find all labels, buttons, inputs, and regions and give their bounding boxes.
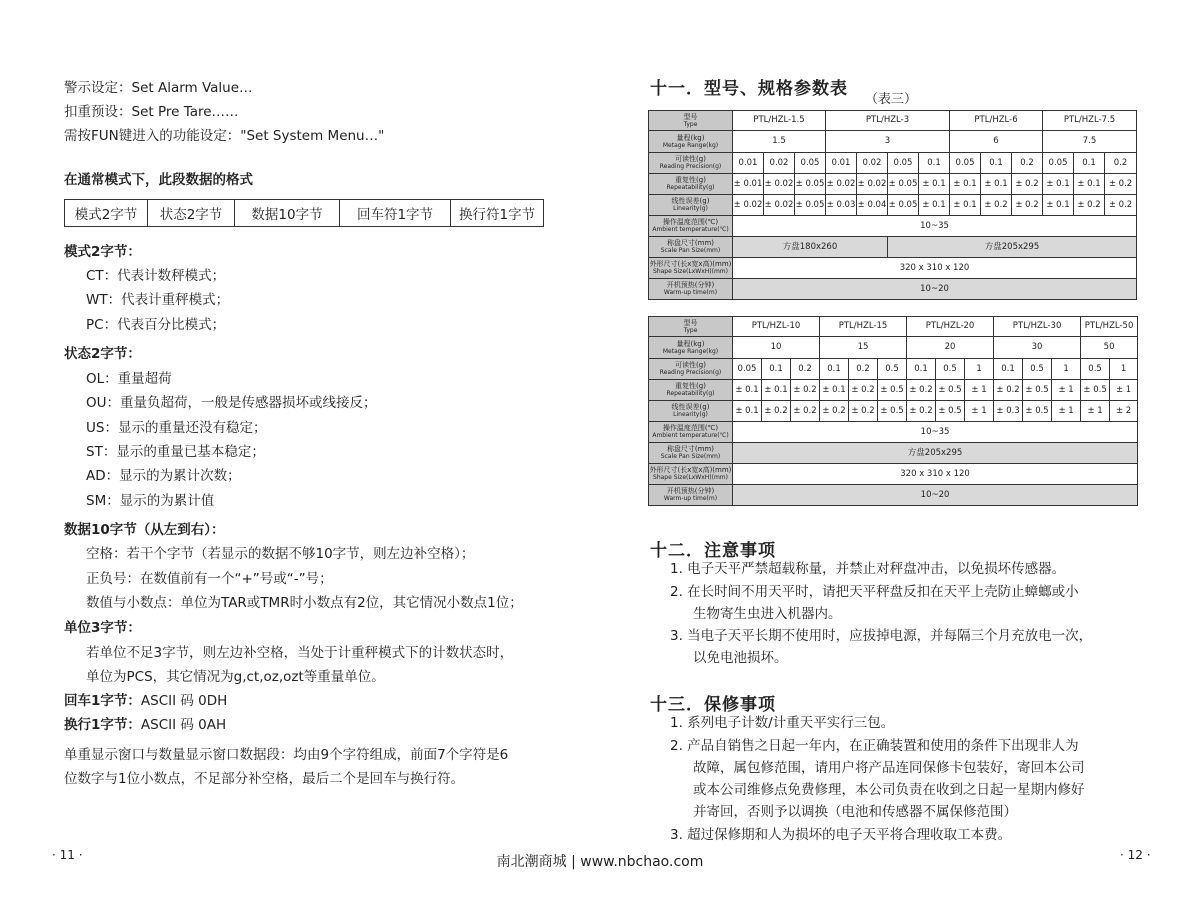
temp-cell: 10~35 [733, 422, 1138, 443]
temp-cell: 10~35 [733, 216, 1137, 237]
repeat-cell: ± 0.5 [1081, 380, 1110, 401]
precision-cell: 0.5 [1081, 359, 1110, 380]
repeat-cell: ± 0.02 [826, 174, 857, 195]
linearity-cell: ± 0.2 [1074, 195, 1105, 216]
linearity-cell: ± 0.2 [981, 195, 1012, 216]
range-cell: 50 [1081, 337, 1138, 359]
status-item: AD：显示的为累计次数； [86, 468, 241, 484]
repeat-cell: ± 0.1 [919, 174, 950, 195]
linearity-cell: ± 0.5 [936, 401, 965, 422]
row-header-temp: 操作温度范围(℃) Ambient temperature(℃) [649, 216, 733, 237]
cr-line [64, 689, 227, 713]
linearity-cell: ± 0.2 [907, 401, 936, 422]
linearity-cell: ± 0.2 [1105, 195, 1137, 216]
lf-value: ASCII 码 0AH [140, 717, 227, 733]
linearity-cell: ± 0.2 [849, 401, 878, 422]
row-header-type: 型号 Type [649, 317, 733, 337]
row-header-repeat: 重复性(g) Repeatability(g) [649, 174, 733, 195]
section-13-title: 十三．保修事项 [650, 695, 776, 715]
repeat-cell: ± 1 [1052, 380, 1081, 401]
right-page [600, 0, 1200, 906]
linearity-cell: ± 0.2 [820, 401, 849, 422]
status-heading: 状态2字节： [64, 346, 141, 362]
row-header-range: 量程(kg) Metage Range(kg) [649, 131, 733, 153]
row-header-linearity: 线性误差(g) Linearity(g) [649, 195, 733, 216]
precision-cell: 0.05 [888, 153, 919, 174]
format-cell: 状态2字节 [148, 200, 235, 227]
range-cell: 1.5 [733, 131, 826, 153]
precision-cell: 0.1 [907, 359, 936, 380]
precision-cell: 0.05 [950, 153, 981, 174]
model-cell: PTL/HZL-20 [907, 317, 994, 337]
model-cell: PTL/HZL-3 [826, 111, 950, 131]
linearity-cell: ± 0.2 [791, 401, 820, 422]
repeat-cell: ± 0.2 [849, 380, 878, 401]
status-item: OL：重量超荷 [86, 371, 172, 387]
repeat-cell: ± 0.5 [936, 380, 965, 401]
precision-cell: 0.05 [795, 153, 826, 174]
repeat-cell: ± 0.2 [791, 380, 820, 401]
status-item: US：显示的重量还没有稳定； [86, 420, 267, 436]
lf-line [64, 713, 226, 737]
model-cell: PTL/HZL-6 [950, 111, 1043, 131]
lf-label: 换行1字节： [64, 717, 141, 733]
warm-cell: 10~20 [733, 485, 1138, 506]
data-item: 数值与小数点：单位为TAR或TMR时小数点有2位，其它情况小数点1位； [86, 595, 523, 611]
linearity-cell: ± 0.1 [733, 401, 762, 422]
intro-line: 警示设定：Set Alarm Value… [64, 80, 253, 96]
precision-cell: 1 [1110, 359, 1138, 380]
linearity-cell: ± 0.05 [795, 195, 826, 216]
section-12-title: 十二．注意事项 [650, 541, 776, 561]
data-item: 空格：若干个字节（若显示的数据不够10字节，则左边补空格）； [86, 546, 475, 562]
repeat-cell: ± 0.1 [820, 380, 849, 401]
linearity-cell: ± 0.5 [878, 401, 907, 422]
cr-label: 回车1字节： [64, 693, 141, 709]
pan-cell: 方盘205x295 [733, 443, 1138, 464]
model-cell: PTL/HZL-1.5 [733, 111, 826, 131]
repeat-cell: ± 0.5 [1023, 380, 1052, 401]
status-item: ST：显示的重量已基本稳定； [86, 444, 265, 460]
linearity-cell: ± 0.05 [888, 195, 919, 216]
repeat-cell: ± 0.02 [764, 174, 795, 195]
row-header-repeat: 重复性(g) Repeatability(g) [649, 380, 733, 401]
mode-item: CT：代表计数秤模式； [86, 268, 226, 284]
repeat-cell: ± 1 [1110, 380, 1138, 401]
row-header-type: 型号 Type [649, 111, 733, 131]
warm-cell: 10~20 [733, 279, 1137, 300]
row-header-shape: 外形尺寸(长x宽x高)(mm) Shape Size(LxWxH)(mm) [649, 258, 733, 279]
precision-cell: 0.1 [1074, 153, 1105, 174]
notice-item: 1. 电子天平严禁超载称量，并禁止对秤盘冲击，以免损坏传感器。 [670, 561, 1066, 577]
repeat-cell: ± 0.1 [950, 174, 981, 195]
linearity-cell: ± 0.2 [762, 401, 791, 422]
format-cell: 回车符1字节 [340, 200, 451, 227]
linearity-cell: ± 0.2 [1012, 195, 1043, 216]
linearity-cell: ± 0.5 [1023, 401, 1052, 422]
linearity-cell: ± 0.1 [950, 195, 981, 216]
linearity-cell: ± 1 [965, 401, 994, 422]
row-header-precision: 可读性(g) Reading Precision(g) [649, 153, 733, 174]
precision-cell: 0.05 [733, 359, 762, 380]
cr-value: ASCII 码 0DH [140, 693, 228, 709]
range-cell: 30 [994, 337, 1081, 359]
summary-line: 单重显示窗口与数量显示窗口数据段：均由9个字符组成，前面7个字符是6 [64, 747, 509, 763]
format-cell: 换行符1字节 [451, 200, 544, 227]
linearity-cell: ± 0.04 [857, 195, 888, 216]
section-11-title: 十一．型号、规格参数表 [650, 79, 848, 99]
warranty-item: 2. 产品自销售之日起一年内，在正确装置和使用的条件下出现非人为 [670, 738, 1079, 754]
precision-cell: 0.02 [857, 153, 888, 174]
footer-source: 南北潮商城 | www.nbchao.com [496, 854, 704, 870]
shape-cell: 320 x 310 x 120 [733, 464, 1138, 485]
spec-table-1 [648, 110, 1137, 300]
linearity-cell: ± 0.1 [1043, 195, 1074, 216]
precision-cell: 0.5 [1023, 359, 1052, 380]
linearity-cell: ± 2 [1110, 401, 1138, 422]
precision-cell: 0.02 [764, 153, 795, 174]
mode-item: WT：代表计重秤模式； [86, 292, 230, 308]
pan-cell: 方盘180x260 [733, 237, 888, 258]
format-cell: 模式2字节 [65, 200, 148, 227]
precision-cell: 0.1 [762, 359, 791, 380]
repeat-cell: ± 0.1 [733, 380, 762, 401]
warranty-item: 并寄回，否则予以调换（电池和传感器不属保修范围） [693, 804, 1017, 820]
page-number-right: · 12 · [1120, 848, 1151, 862]
precision-cell: 1 [1052, 359, 1081, 380]
row-header-warm: 开机预热(分钟) Warm-up time(m) [649, 485, 733, 506]
warranty-item: 3. 超过保修期和人为损坏的电子天平将合理收取工本费。 [670, 827, 1012, 843]
range-cell: 3 [826, 131, 950, 153]
unit-item: 单位为PCS，其它情况为g,ct,oz,ozt等重量单位。 [86, 669, 385, 685]
status-item: SM：显示的为累计值 [86, 493, 215, 509]
repeat-cell: ± 1 [965, 380, 994, 401]
row-header-precision: 可读性(g) Reading Precision(g) [649, 359, 733, 380]
spec-table-2 [648, 316, 1138, 506]
row-header-pan: 称盘尺寸(mm) Scale Pan Size(mm) [649, 237, 733, 258]
precision-cell: 0.5 [936, 359, 965, 380]
model-cell: PTL/HZL-50 [1081, 317, 1138, 337]
unit-item: 若单位不足3字节，则左边补空格，当处于计重秤模式下的计数状态时， [86, 645, 514, 661]
precision-cell: 0.1 [820, 359, 849, 380]
range-cell: 15 [820, 337, 907, 359]
model-cell: PTL/HZL-10 [733, 317, 820, 337]
row-header-shape: 外形尺寸(长x宽x高)(mm) Shape Size(LxWxH)(mm) [649, 464, 733, 485]
repeat-cell: ± 0.1 [1043, 174, 1074, 195]
row-header-range: 量程(kg) Metage Range(kg) [649, 337, 733, 359]
data-heading: 数据10字节（从左到右）： [64, 522, 225, 538]
precision-cell: 0.01 [826, 153, 857, 174]
precision-cell: 0.5 [878, 359, 907, 380]
repeat-cell: ± 0.1 [762, 380, 791, 401]
precision-cell: 0.2 [1012, 153, 1043, 174]
repeat-cell: ± 0.1 [1074, 174, 1105, 195]
section-11-subtitle: （表三） [865, 92, 918, 107]
page-number-left: · 11 · [52, 848, 83, 862]
row-header-temp: 操作温度范围(℃) Ambient temperature(℃) [649, 422, 733, 443]
status-item: OU：重量负超荷，一般是传感器损坏或线接反； [86, 395, 377, 411]
repeat-cell: ± 0.1 [981, 174, 1012, 195]
row-header-pan: 称盘尺寸(mm) Scale Pan Size(mm) [649, 443, 733, 464]
precision-cell: 0.2 [791, 359, 820, 380]
repeat-cell: ± 0.2 [994, 380, 1023, 401]
warranty-item: 或本公司维修点免费修理，本公司负责在收到之日起一星期内修好 [693, 782, 1085, 798]
linearity-cell: ± 1 [1081, 401, 1110, 422]
repeat-cell: ± 0.01 [733, 174, 764, 195]
pan-cell: 方盘205x295 [888, 237, 1137, 258]
repeat-cell: ± 0.05 [888, 174, 919, 195]
repeat-cell: ± 0.05 [795, 174, 826, 195]
intro-line: 扣重预设：Set Pre Tare…… [64, 104, 239, 120]
precision-cell: 0.1 [994, 359, 1023, 380]
mode-item: PC：代表百分比模式； [86, 317, 226, 333]
model-cell: PTL/HZL-7.5 [1043, 111, 1137, 131]
precision-cell: 0.2 [849, 359, 878, 380]
precision-cell: 0.1 [981, 153, 1012, 174]
notice-item: 生物寄生虫进入机器内。 [693, 606, 842, 622]
format-heading: 在通常模式下，此段数据的格式 [64, 172, 253, 188]
notice-item: 2. 在长时间不用天平时，请把天平秤盘反扣在天平上壳防止蟑螂或小 [670, 584, 1079, 600]
precision-cell: 0.01 [733, 153, 764, 174]
warranty-item: 1. 系列电子计数/计重天平实行三包。 [670, 715, 895, 731]
repeat-cell: ± 0.02 [857, 174, 888, 195]
data-item: 正负号：在数值前有一个“+”号或“-”号； [86, 571, 333, 587]
model-cell: PTL/HZL-30 [994, 317, 1081, 337]
mode-heading: 模式2字节： [64, 244, 141, 260]
format-table [64, 199, 544, 227]
repeat-cell: ± 0.5 [878, 380, 907, 401]
precision-cell: 0.1 [919, 153, 950, 174]
row-header-linearity: 线性误差(g) Linearity(g) [649, 401, 733, 422]
repeat-cell: ± 0.2 [1012, 174, 1043, 195]
range-cell: 10 [733, 337, 820, 359]
model-cell: PTL/HZL-15 [820, 317, 907, 337]
warranty-item: 故障，属包修范围，请用户将产品连同保修卡包装好，寄回本公司 [693, 760, 1085, 776]
precision-cell: 1 [965, 359, 994, 380]
shape-cell: 320 x 310 x 120 [733, 258, 1137, 279]
unit-heading: 单位3字节： [64, 620, 141, 636]
repeat-cell: ± 0.2 [907, 380, 936, 401]
range-cell: 20 [907, 337, 994, 359]
repeat-cell: ± 0.2 [1105, 174, 1137, 195]
range-cell: 6 [950, 131, 1043, 153]
summary-line: 位数字与1位小数点，不足部分补空格，最后二个是回车与换行符。 [64, 771, 465, 787]
notice-item: 以免电池损坏。 [693, 650, 788, 666]
linearity-cell: ± 0.1 [919, 195, 950, 216]
format-cell: 数据10字节 [235, 200, 340, 227]
precision-cell: 0.2 [1105, 153, 1137, 174]
precision-cell: 0.05 [1043, 153, 1074, 174]
linearity-cell: ± 0.03 [826, 195, 857, 216]
linearity-cell: ± 1 [1052, 401, 1081, 422]
linearity-cell: ± 0.02 [764, 195, 795, 216]
row-header-warm: 开机预热(分钟) Warm-up time(m) [649, 279, 733, 300]
intro-line: 需按FUN键进入的功能设定："Set System Menu…" [64, 128, 385, 144]
linearity-cell: ± 0.3 [994, 401, 1023, 422]
linearity-cell: ± 0.02 [733, 195, 764, 216]
range-cell: 7.5 [1043, 131, 1137, 153]
notice-item: 3. 当电子天平长期不使用时，应拔掉电源，并每隔三个月充放电一次， [670, 628, 1093, 644]
